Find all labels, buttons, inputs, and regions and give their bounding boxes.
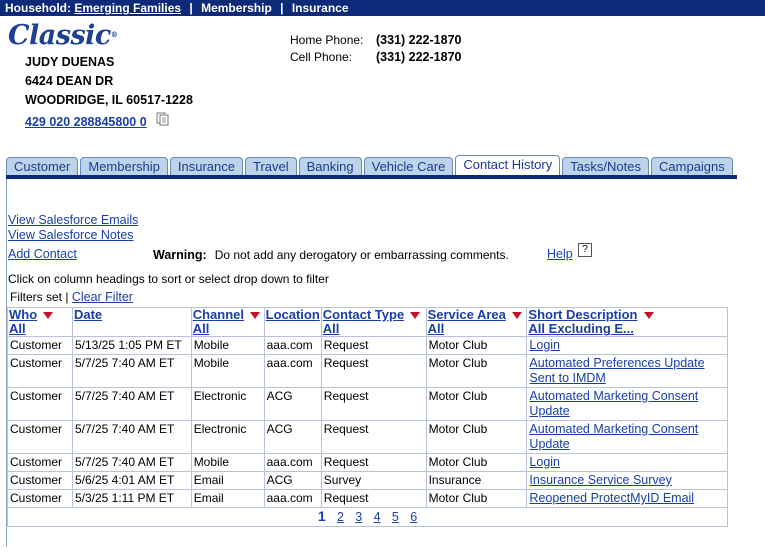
cell-description bbox=[527, 454, 728, 472]
cell-service-area: Motor Club bbox=[426, 355, 527, 388]
member-name: JUDY DUENAS bbox=[25, 55, 115, 69]
cell-who: Customer bbox=[8, 472, 73, 490]
cell-location: ACG bbox=[264, 388, 321, 421]
column-filter-value[interactable]: All bbox=[427, 321, 445, 336]
cell-date: 5/6/25 4:01 AM ET bbox=[72, 472, 191, 490]
cell-channel: Electronic bbox=[191, 421, 264, 454]
household-label: Household: bbox=[5, 1, 71, 15]
table-row bbox=[8, 337, 728, 355]
cell-contact-type: Request bbox=[321, 454, 426, 472]
cell-location: ACG bbox=[264, 472, 321, 490]
filters-status: Filters set bbox=[10, 290, 63, 304]
tab-travel[interactable]: Travel bbox=[245, 157, 297, 176]
description-link[interactable]: Insurance Service Survey bbox=[529, 473, 672, 487]
description-link[interactable]: Automated Marketing Consent Update bbox=[529, 389, 699, 418]
cell-who: Customer bbox=[8, 337, 73, 355]
warning-text: Do not add any derogatory or embarrassing comments. bbox=[214, 248, 509, 262]
cell-description bbox=[527, 355, 728, 388]
cell-phone bbox=[290, 50, 461, 64]
cell-contact-type: Request bbox=[321, 355, 426, 388]
page-current: 1 bbox=[317, 508, 326, 524]
member-number-link[interactable]: 429 020 288845800 0 bbox=[25, 115, 147, 129]
table-row bbox=[8, 472, 728, 490]
cell-date: 5/13/25 1:05 PM ET bbox=[72, 337, 191, 355]
instructions-text: Click on column headings to sort or select drop down to filter bbox=[8, 272, 329, 286]
household-bar bbox=[0, 0, 765, 16]
cell-channel: Mobile bbox=[191, 355, 264, 388]
cell-channel: Mobile bbox=[191, 454, 264, 472]
filter-dropdown-icon[interactable] bbox=[410, 312, 420, 319]
cell-phone-value: (331) 222-1870 bbox=[376, 50, 462, 64]
cell-who: Customer bbox=[8, 355, 73, 388]
cell-location: aaa.com bbox=[264, 490, 321, 508]
cell-description bbox=[527, 337, 728, 355]
column-header-date[interactable] bbox=[72, 308, 191, 337]
cell-service-area: Insurance bbox=[426, 472, 527, 490]
description-link[interactable]: Login bbox=[529, 455, 561, 469]
column-header-channel[interactable] bbox=[191, 308, 264, 337]
tab-contact-history[interactable]: Contact History bbox=[455, 155, 560, 176]
description-link[interactable]: Automated Marketing Consent Update bbox=[529, 422, 699, 451]
cell-date: 5/7/25 7:40 AM ET bbox=[72, 388, 191, 421]
cell-service-area: Motor Club bbox=[426, 490, 527, 508]
household-segment-link[interactable]: Emerging Families bbox=[74, 1, 182, 15]
separator: | bbox=[189, 1, 193, 15]
view-salesforce-notes-link[interactable]: View Salesforce Notes bbox=[8, 228, 134, 242]
cell-service-area: Motor Club bbox=[426, 337, 527, 355]
column-header-short-description[interactable] bbox=[527, 308, 728, 337]
description-link[interactable]: Login bbox=[529, 338, 561, 352]
cell-service-area: Motor Club bbox=[426, 454, 527, 472]
column-header-label[interactable]: Channel bbox=[192, 307, 244, 322]
cell-channel: Email bbox=[191, 490, 264, 508]
table-row bbox=[8, 355, 728, 388]
cell-location: ACG bbox=[264, 421, 321, 454]
copy-icon[interactable] bbox=[156, 112, 170, 126]
cell-date: 5/3/25 1:11 PM ET bbox=[72, 490, 191, 508]
filter-dropdown-icon[interactable] bbox=[512, 312, 522, 319]
cell-contact-type: Request bbox=[321, 337, 426, 355]
warning-message bbox=[153, 248, 509, 262]
membership-link[interactable]: Membership bbox=[201, 1, 272, 15]
column-filter-value[interactable]: All bbox=[322, 321, 340, 336]
table-header-row bbox=[8, 308, 728, 337]
tab-membership[interactable]: Membership bbox=[80, 157, 168, 176]
view-salesforce-emails-link[interactable]: View Salesforce Emails bbox=[8, 213, 139, 227]
cell-date: 5/7/25 7:40 AM ET bbox=[72, 355, 191, 388]
home-phone bbox=[290, 33, 461, 47]
pagination-row bbox=[8, 508, 728, 527]
column-header-contact-type[interactable] bbox=[321, 308, 426, 337]
pagination bbox=[8, 508, 728, 527]
home-phone-label: Home Phone: bbox=[290, 33, 364, 47]
cell-contact-type: Request bbox=[321, 388, 426, 421]
column-filter-value[interactable]: All bbox=[192, 321, 210, 336]
column-filter-value[interactable]: All Excluding E... bbox=[528, 321, 634, 336]
tab-insurance[interactable]: Insurance bbox=[170, 157, 243, 176]
cell-service-area: Motor Club bbox=[426, 388, 527, 421]
column-header-label[interactable]: Contact Type bbox=[322, 307, 405, 322]
table-row bbox=[8, 490, 728, 508]
cell-who: Customer bbox=[8, 454, 73, 472]
column-header-label[interactable]: Service Area bbox=[427, 307, 506, 322]
tab-campaigns[interactable]: Campaigns bbox=[651, 157, 733, 176]
separator: | bbox=[280, 1, 284, 15]
cell-who: Customer bbox=[8, 388, 73, 421]
page-link[interactable]: 6 bbox=[410, 510, 418, 524]
cell-service-area: Motor Club bbox=[426, 421, 527, 454]
filters-row: Filters set | Clear Filter bbox=[10, 290, 133, 304]
cell-channel: Mobile bbox=[191, 337, 264, 355]
cell-contact-type: Survey bbox=[321, 472, 426, 490]
help-link[interactable]: Help bbox=[547, 247, 573, 261]
column-header-who[interactable] bbox=[8, 308, 73, 337]
cell-channel: Electronic bbox=[191, 388, 264, 421]
description-link[interactable]: Reopened ProtectMyID Email bbox=[529, 491, 695, 505]
tab-banking[interactable]: Banking bbox=[299, 157, 362, 176]
insurance-link[interactable]: Insurance bbox=[291, 1, 349, 15]
column-header-label[interactable]: Who bbox=[9, 307, 38, 322]
table-row bbox=[8, 388, 728, 421]
logo-mark: ® bbox=[110, 30, 118, 39]
cell-description bbox=[527, 421, 728, 454]
classic-logo bbox=[8, 20, 117, 51]
help-icon[interactable]: ? bbox=[578, 243, 592, 257]
cell-who: Customer bbox=[8, 421, 73, 454]
column-filter-value[interactable]: All bbox=[9, 321, 26, 336]
contact-history-table bbox=[7, 307, 728, 527]
tab-customer[interactable]: Customer bbox=[6, 157, 78, 176]
cell-contact-type: Request bbox=[321, 421, 426, 454]
home-phone-value: (331) 222-1870 bbox=[376, 33, 462, 47]
cell-description bbox=[527, 472, 728, 490]
cell-channel: Email bbox=[191, 472, 264, 490]
tab-vehicle-care[interactable]: Vehicle Care bbox=[364, 157, 454, 176]
cell-phone-label: Cell Phone: bbox=[290, 50, 353, 64]
page-link[interactable]: 2 bbox=[337, 510, 344, 524]
table-row bbox=[8, 421, 728, 454]
add-contact-link[interactable]: Add Contact bbox=[8, 247, 77, 261]
main-tabs bbox=[6, 156, 733, 176]
table-row bbox=[8, 454, 728, 472]
page-link[interactable]: 4 bbox=[373, 510, 381, 524]
cell-date: 5/7/25 7:40 AM ET bbox=[72, 421, 191, 454]
member-address-line2: WOODRIDGE, IL 60517-1228 bbox=[25, 93, 193, 107]
column-header-label[interactable]: Location bbox=[265, 307, 320, 322]
page-link[interactable]: 5 bbox=[391, 510, 399, 524]
warning-label: Warning: bbox=[153, 248, 207, 262]
cell-location: aaa.com bbox=[264, 337, 321, 355]
column-header-service-area[interactable] bbox=[426, 308, 527, 337]
description-link[interactable]: Automated Preferences Update Sent to IMDM bbox=[529, 356, 705, 385]
filter-dropdown-icon[interactable] bbox=[644, 312, 654, 319]
cell-description bbox=[527, 490, 728, 508]
cell-description bbox=[527, 388, 728, 421]
column-header-label[interactable]: Short Description bbox=[528, 307, 638, 322]
clear-filter-link[interactable]: Clear Filter bbox=[71, 290, 133, 304]
column-header-label[interactable]: Date bbox=[73, 307, 103, 322]
cell-contact-type: Request bbox=[321, 490, 426, 508]
filter-dropdown-icon[interactable] bbox=[250, 312, 260, 319]
column-header-location[interactable] bbox=[264, 308, 321, 337]
filter-dropdown-icon[interactable] bbox=[43, 312, 53, 319]
page-link[interactable]: 3 bbox=[355, 510, 363, 524]
cell-who: Customer bbox=[8, 490, 73, 508]
tab-tasks-notes[interactable]: Tasks/Notes bbox=[562, 157, 649, 176]
logo-text: Classic bbox=[8, 20, 111, 51]
cell-date: 5/7/25 7:40 AM ET bbox=[72, 454, 191, 472]
cell-location: aaa.com bbox=[264, 355, 321, 388]
member-address-line1: 6424 DEAN DR bbox=[25, 74, 114, 88]
cell-location: aaa.com bbox=[264, 454, 321, 472]
